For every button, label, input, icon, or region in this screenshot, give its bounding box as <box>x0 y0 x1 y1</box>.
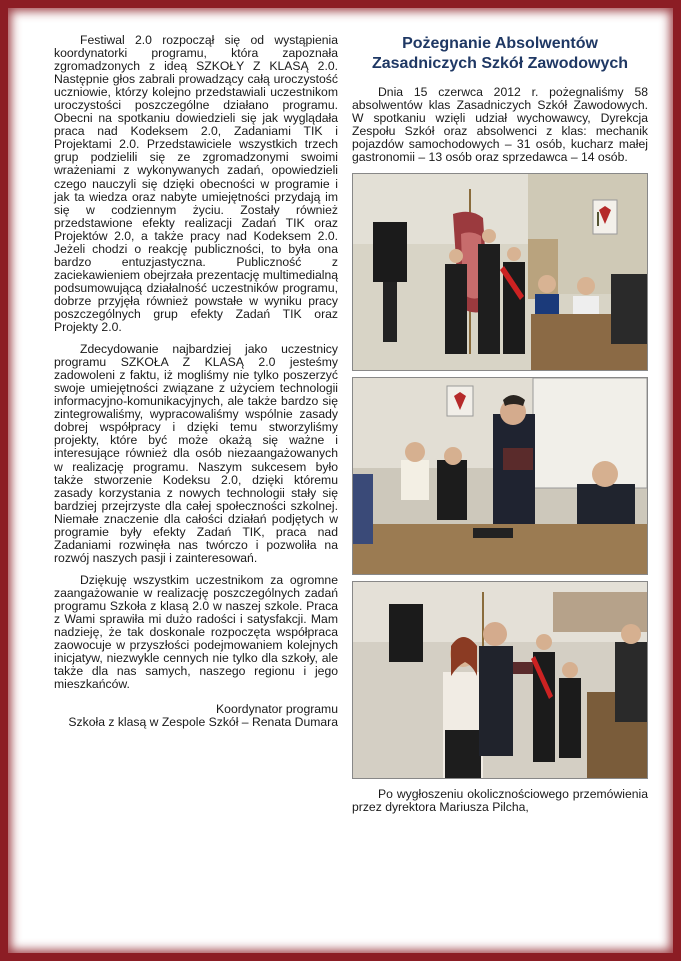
left-column <box>54 34 338 729</box>
article-title-line2: Zasadniczych Szkół Zawodowych <box>371 55 629 72</box>
page <box>8 8 673 953</box>
article-closing: Po wygłoszeniu okolicznościowego przemówienia przez dyrektora Mariusza Pilcha, <box>352 787 648 815</box>
left-paragraph-2: Zdecydowanie najbardziej jako uczestnicy programu SZKOŁA Z KLASĄ 2.0 jesteśmy zadowoleni z faktu, iż mogliśmy nie tylko poszerzyć swoje umiejętności związane z użyciem technologii informacyjno-komunikacyjnych, ale także bardzo się zintegrowaliśmy, wypracowaliśmy wspólnie zasady dobrej współpracy i dzięki temu stworzyliśmy projekty, które być może okażą się ważne i interesujące również dla osób niezaangażowanych w realizację programu. Naszym sukcesem było także stworzenie Kodeksu 2.0, dzięki któremu zasady korzystania z nowych technologii stały się bardziej przejrzyste dla całej społeczności szkolnej. Niemałe znaczenie dla całości działań podjętych w programie były efekty Zadań TIK, praca nad Zadaniami rozwinęła nas twórczo i pozwoliła na rozwój naszych pasji i zainteresowań. <box>54 342 338 565</box>
photo-director-speech <box>352 377 648 575</box>
signature-name: Szkoła z klasą w Zespole Szkół – Renata Dumara <box>68 715 338 730</box>
left-paragraph-1: Festiwal 2.0 rozpoczął się od wystąpienia koordynatorki programu, która zapoznała zgromadzonych z ideą SZKOŁY Z KLASĄ 2.0. Następnie głos zabrali prowadzący całą uroczystość uczniowie, którzy kolejno przedstawiali uczestnikom uroczystości poszczególne działano programu. Obecni na spotkaniu dowiedzieli się jak wyglądała praca nad Kodeksem 2.0, Zadaniami TIK i Projektami 2.0. Przedstawiciele wszystkich trzech grup podzielili się ze zgromadzonymi swoimi wrażeniami z wykonywanych zadań, opowiedzieli czego nauczyli się dzięki obecności w programie i jak ta wiedza oraz nabyte umiejętności przydają im się w codziennym życiu. Zostały również przedstawione efekty realizacji Zadań TIK oraz Projektów 2.0, a także pracy nad Kodeksem 2.0. Jeżeli chodzi o reakcję publiczności, to była ona bardzo entuzjastyczna. Publiczność z zaciekawieniem obejrzała prezentację multimedialną podsumowującą działalność uczestników programu, dobrze przyjęła również powstałe w wyniku pracy poszczególnych grup efekty Zadań TIK oraz Projekty 2.0. <box>54 33 338 335</box>
article-title <box>352 34 648 74</box>
article-title-line1: Pożegnanie Absolwentów <box>402 35 598 52</box>
photo-award-handover <box>352 581 648 779</box>
signature-role: Koordynator programu <box>216 702 338 717</box>
photo-award-handover-image <box>353 582 647 778</box>
signature <box>54 703 338 729</box>
article-intro: Dnia 15 czerwca 2012 r. pożegnaliśmy 58 absolwentów klas Zasadniczych Szkół Zawodowych. W spotkaniu wzięli udział wychowawcy, Dyrekcja Zespołu Szkół oraz absolwenci z klas: mechanik pojazdów samochodowych – 31 osób, kucharz małej gastronomii – 13 osób oraz sprzedawca – 14 osób. <box>352 85 648 165</box>
photo-director-speech-image <box>353 378 647 574</box>
right-column <box>352 34 648 814</box>
photo-flag-bearers-image <box>353 174 647 370</box>
left-paragraph-3: Dziękuję wszystkim uczestnikom za ogromne zaangażowanie w realizację poszczególnych zadań programu Szkoła z klasą 2.0 w naszej szkole. Praca z Wami sprawiła mi dużo radości i satysfakcji. Mam nadzieję, że tak doskonale rozpoczęta współpraca zaowocuje w przyszłości podejmowaniem kolejnych inicjatyw, niezwykle cennych nie tylko dla szkoły, ale także dla nas samych, naszego regionu i jego mieszkańców. <box>54 572 338 692</box>
photo-flag-bearers <box>352 173 648 371</box>
